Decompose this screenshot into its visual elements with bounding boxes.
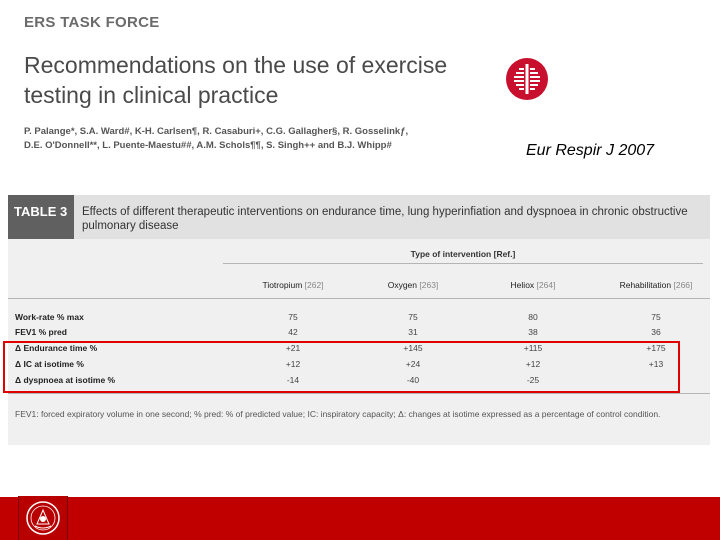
table-cell: -25 (526, 375, 540, 385)
column-header-rehabilitation: Rehabilitation [266] (619, 280, 693, 290)
table-cell: +175 (646, 343, 666, 353)
table-footnote: FEV1: forced expiratory volume in one second; % pred: % of predicted value; IC: inspiratory capacity; Δ: changes at isotime expressed as a percentage of control condition. (15, 409, 661, 419)
group-divider (223, 263, 703, 264)
author-list (24, 125, 494, 153)
university-seal-icon (25, 500, 61, 536)
table-caption: Effects of different therapeutic interventions on endurance time, lung hyperinfiation and dyspnoea in chronic obstructive pulmonary disease (82, 206, 688, 232)
row-label-dyspnoea-isotime: Δ dyspnoea at isotime % (15, 375, 116, 385)
authors-line-2: D.E. O'Donnell**, L. Puente-Maestu##, A.M. Schols¶¶, S. Singh++ and B.J. Whipp# (24, 140, 392, 151)
table-cell: 80 (528, 312, 538, 322)
ers-logo-icon (506, 58, 548, 100)
table-cell: +24 (405, 359, 421, 369)
table-panel (8, 195, 710, 445)
table-cell: 31 (408, 327, 418, 337)
table-cell: 42 (288, 327, 298, 337)
table-cell: 36 (651, 327, 661, 337)
highlight-box (3, 341, 680, 393)
table-cell: 75 (408, 312, 418, 322)
row-label-fev1: FEV1 % pred (15, 327, 67, 337)
column-header-oxygen: Oxygen [263] (387, 280, 439, 290)
table-cell: +145 (403, 343, 423, 353)
table-cell: +12 (525, 359, 541, 369)
table-cell: +13 (648, 359, 664, 369)
body-divider (8, 393, 710, 394)
table-number-badge: TABLE 3 (8, 195, 74, 239)
table-cell: -40 (406, 375, 420, 385)
intervention-group-header: Type of intervention [Ref.] (410, 249, 516, 259)
table-header (8, 195, 710, 239)
table-cell: +12 (285, 359, 301, 369)
authors-line-1: P. Palange*, S.A. Ward#, K-H. Carlsen¶, R. Casaburi+, C.G. Gallagher§, R. Gosselinkƒ, (24, 126, 409, 137)
journal-citation: Eur Respir J 2007 (526, 142, 655, 159)
table-cell: +115 (523, 343, 543, 353)
table-cell: 75 (288, 312, 298, 322)
task-force-label: ERS TASK FORCE (24, 14, 160, 31)
table-cell: 75 (651, 312, 661, 322)
column-header-heliox: Heliox [264] (510, 280, 556, 290)
table-cell: -14 (286, 375, 300, 385)
footer-logo-box (18, 496, 68, 540)
table-cell: +21 (285, 343, 301, 353)
row-label-endurance-time: Δ Endurance time % (15, 343, 98, 353)
column-header-tiotropium: Tiotropium [262] (262, 280, 324, 290)
header-divider (8, 298, 710, 299)
row-label-ic-isotime: Δ IC at isotime % (15, 359, 84, 369)
row-label-work-rate: Work-rate % max (15, 312, 84, 322)
footer-bar (0, 497, 720, 540)
table-cell: 38 (528, 327, 538, 337)
paper-title: Recommendations on the use of exercise testing in clinical practice (24, 52, 448, 108)
